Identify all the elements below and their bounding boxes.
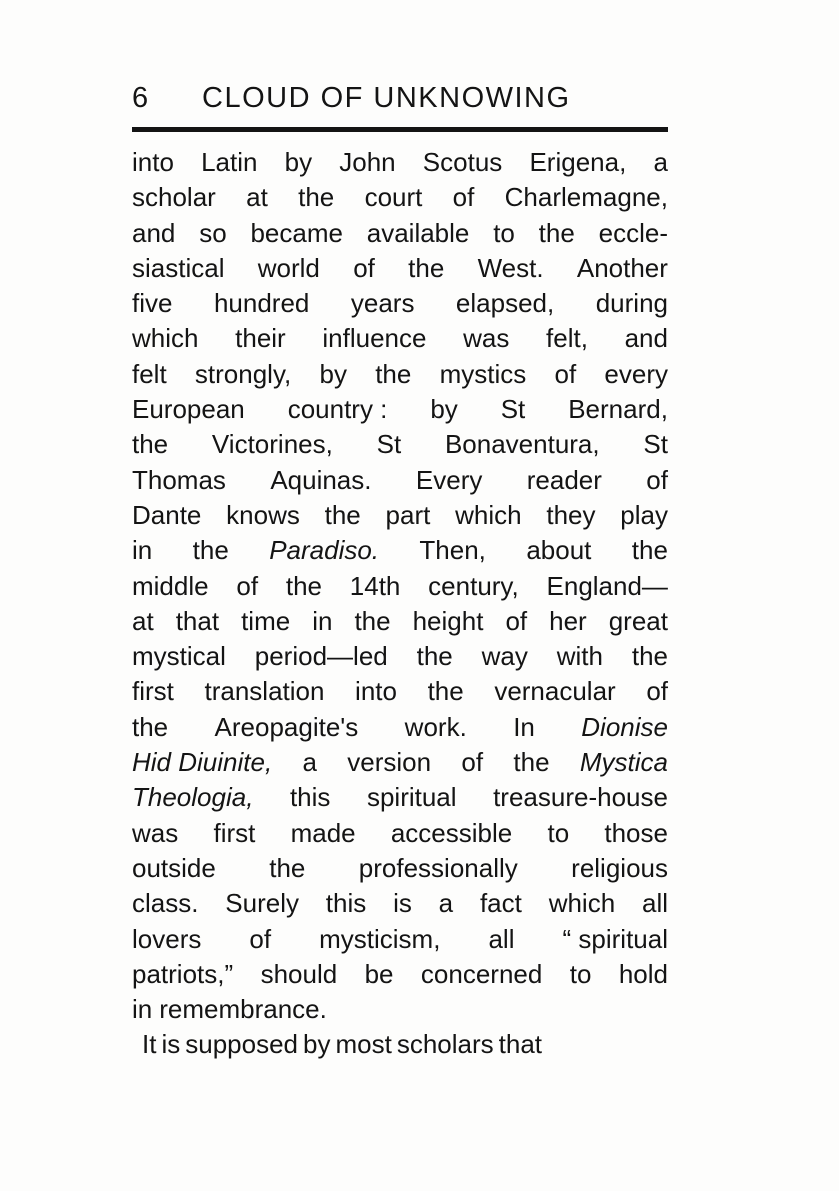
word: most [335,1029,392,1060]
word: class. [132,888,199,919]
word: felt, [546,323,588,354]
text-line [132,710,668,745]
word: first [213,817,256,848]
word: and [624,323,668,354]
word: hundred [213,288,310,319]
word: in [132,535,153,566]
word: hold [618,958,668,989]
word: this [289,782,331,813]
word: her [549,605,587,636]
text-line [132,851,668,886]
word: to [569,958,592,989]
word: which [548,888,616,919]
word: century, [428,570,519,601]
text-line [132,357,668,392]
word: into [132,147,174,177]
word: It [142,1029,157,1060]
text-line [132,886,668,921]
text-line [132,463,668,498]
word: those [604,817,668,848]
text-line [132,145,668,180]
word: Areopagite's [214,711,359,742]
word: lovers [132,923,202,954]
word: the [132,429,169,460]
word: felt [132,358,167,389]
word: reader [526,464,602,495]
word: at [246,182,268,213]
word: that [498,1029,543,1060]
word: is [393,888,412,919]
word: by [319,358,347,389]
word: every [604,358,668,389]
text-line [132,251,668,286]
word: Latin [201,147,258,177]
word: West. [477,252,544,283]
word: first [132,676,174,707]
word: In [513,711,535,742]
word: the [192,535,229,566]
word: to [547,817,570,848]
word: about [526,535,592,566]
word: St [376,429,402,460]
word: of [505,605,528,636]
word: by [430,394,458,425]
word: the [631,641,668,672]
word: European [132,394,245,425]
text-line [132,957,668,992]
word: Bernard, [568,394,668,425]
word: treasure-house [493,782,668,813]
word: Hid Diuinite, [132,747,273,778]
word: 14th [349,570,401,601]
word: a [438,888,454,919]
text-line [132,286,668,321]
word: outside [132,852,216,883]
word: should [260,958,338,989]
word: by [303,1029,331,1060]
word: and [132,217,176,248]
word: world [257,252,320,283]
word: Erigena, [529,147,627,177]
word: middle [132,570,209,601]
word: made [290,817,356,848]
word: knows [226,499,300,530]
text-line [132,674,668,709]
text-line [132,780,668,815]
word: of [249,923,272,954]
text-line [132,533,668,568]
word: Dante [132,499,202,530]
word: time [241,605,291,636]
word: the [269,852,306,883]
word: siastical [132,252,225,283]
word: is [161,1029,181,1060]
running-title: CLOUD OF UNKNOWING [202,82,571,114]
word: scholars [396,1029,494,1060]
header-rule [132,127,668,132]
word: with [556,641,603,672]
word: the [631,535,668,566]
word: a [302,747,317,778]
word: supposed [185,1029,298,1060]
word: five [132,288,173,319]
word: the [132,711,169,742]
word: part [385,499,431,530]
word: of [236,570,259,601]
word: they [546,499,596,530]
word: “ spiritual [562,923,668,954]
word: eccle- [598,217,668,248]
word: Aquinas. [270,464,372,495]
text-line [132,216,668,251]
word: in [312,605,333,636]
word: of [353,252,375,283]
word: vernacular [494,676,616,707]
text-line [132,604,668,639]
word: during [595,288,668,319]
word: Then, [419,535,486,566]
word: St [500,394,526,425]
text-line [132,639,668,674]
word: mysticism, [319,923,441,954]
text-line [132,427,668,462]
word: Scotus [422,147,503,177]
word: that [175,605,220,636]
word: St [643,429,668,460]
word: which [132,323,199,354]
word: John [339,147,396,177]
word: to [493,217,515,248]
word: of [646,676,668,707]
word: remembrance. [159,994,327,1025]
word: into [355,676,397,707]
word: Thomas [132,464,226,495]
word: the [375,358,412,389]
word: at [132,605,154,636]
word: years [350,288,415,319]
word: the [427,676,464,707]
text-line [132,1027,668,1062]
text-line [132,745,668,780]
word: Paradiso. [269,535,380,566]
word: their [235,323,286,354]
word: accessible [390,817,513,848]
word: Every [415,464,483,495]
word: all [641,888,668,919]
word: period—led [254,641,388,672]
word: scholar [132,182,216,213]
word: way [481,641,528,672]
word: country : [287,394,388,425]
word: height [412,605,484,636]
word: of [461,747,484,778]
text-line [132,922,668,957]
word: Another [576,252,668,283]
word: mystics [439,358,527,389]
word: great [608,605,668,636]
word: be [364,958,394,989]
text-line [132,392,668,427]
word: of [646,464,668,495]
word: professionally [358,852,518,883]
word: became [250,217,343,248]
word: Victorines, [211,429,333,460]
word: in [132,994,153,1025]
word: strongly, [194,358,292,389]
word: translation [204,676,325,707]
word: which [455,499,522,530]
word: so [199,217,227,248]
text-line [132,816,668,851]
word: the [538,217,575,248]
word: was [132,817,179,848]
word: concerned [420,958,543,989]
word: the [416,641,453,672]
word: court [364,182,423,213]
word: Bonaventura, [444,429,600,460]
word: elapsed, [455,288,555,319]
word: version [347,747,432,778]
text-line [132,569,668,604]
word: Charlemagne, [504,182,668,213]
text-line [132,180,668,215]
word: by [284,147,313,177]
word: Surely [225,888,299,919]
word: this [325,888,367,919]
word: spiritual [366,782,457,813]
text-line [132,321,668,356]
word: was [463,323,510,354]
word: religious [571,852,668,883]
running-header [132,82,668,122]
word: patriots,” [132,958,234,989]
word: the [513,747,550,778]
word: Theologia, [132,782,254,813]
word: the [324,499,361,530]
word: mystical [132,641,226,672]
page-number: 6 [132,82,150,114]
word: Dionise [581,711,668,742]
word: all [488,923,515,954]
word: the [354,605,391,636]
word: the [285,570,322,601]
word: work. [404,711,467,742]
word: of [554,358,577,389]
word: play [620,499,668,530]
word: the [408,252,445,283]
word: England— [546,570,668,601]
body-text [132,145,668,1063]
word: a [653,147,668,177]
text-line [132,992,668,1027]
word: of [452,182,475,213]
word: influence [322,323,427,354]
word: fact [479,888,522,919]
text-line [132,498,668,533]
word: available [366,217,470,248]
word: Mystica [579,747,668,778]
word: the [298,182,335,213]
